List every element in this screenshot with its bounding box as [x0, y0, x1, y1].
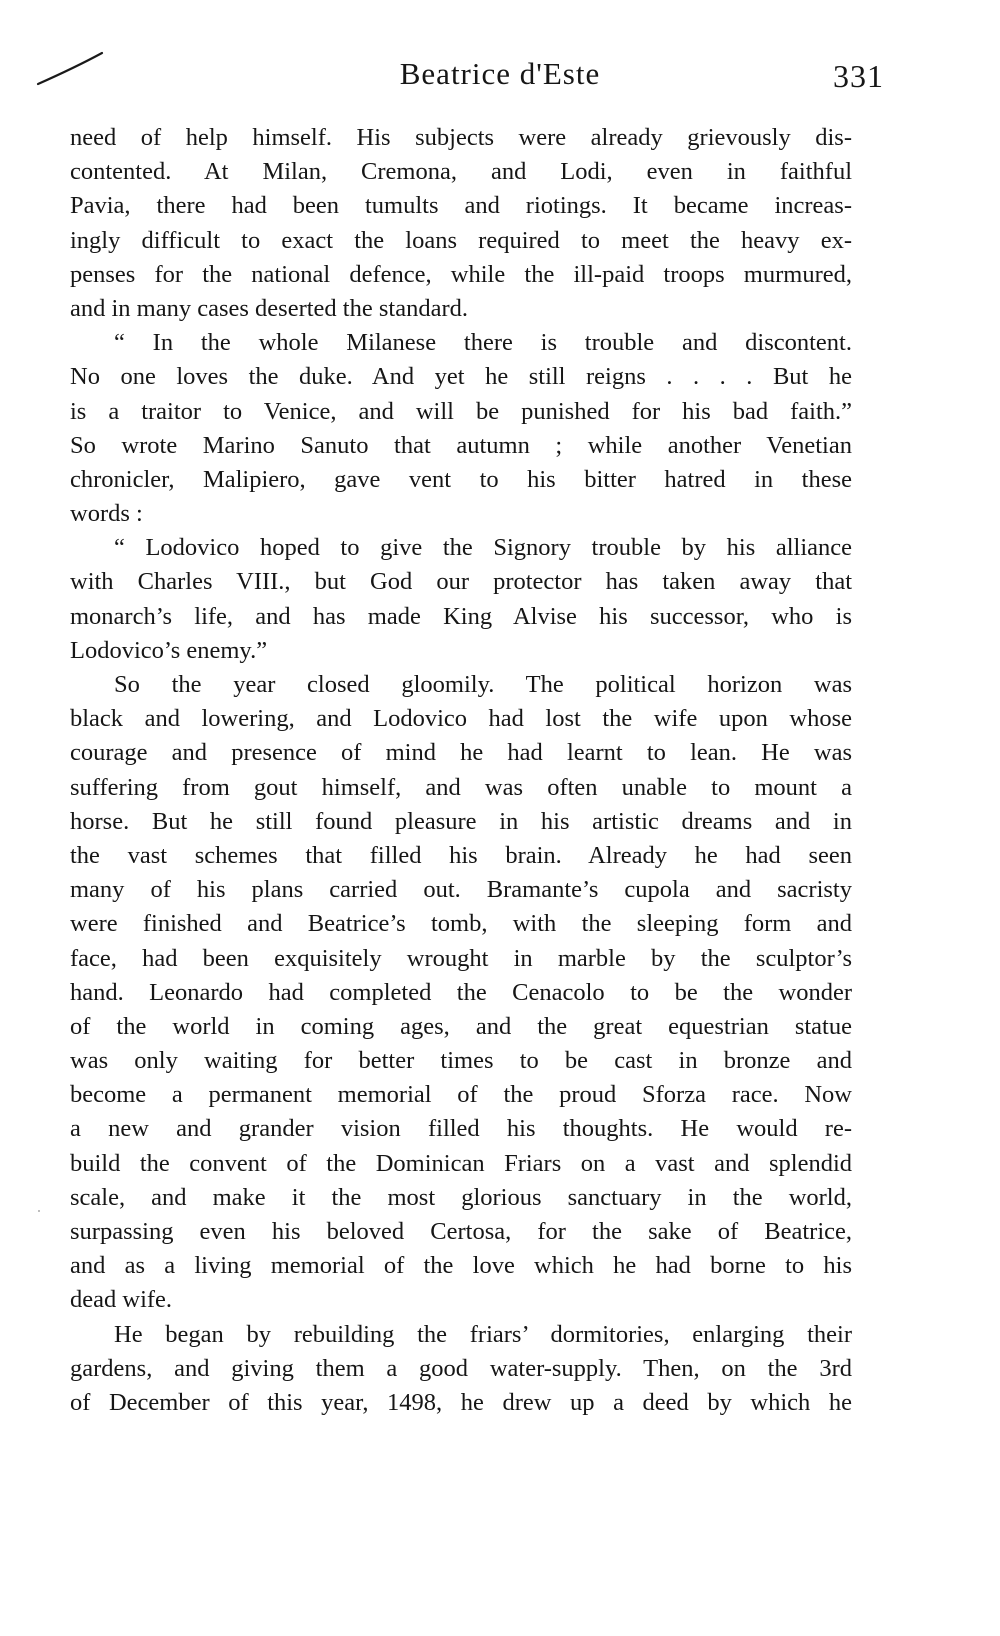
text-line: chronicler, Malipiero, gave vent to his bitter hatred in these	[70, 465, 852, 493]
text-line: courage and presence of mind he had learnt to lean. He was	[70, 739, 852, 767]
text-line: surpassing even his beloved Certosa, for the sake of Beatrice,	[70, 1218, 852, 1245]
text-line: suffering from gout himself, and was often unable to mount a	[70, 773, 852, 801]
text-line: horse. But he still found pleasure in his artistic dreams and in	[70, 807, 852, 835]
text-line: words :	[70, 500, 143, 528]
text-line: ingly difficult to exact the loans required to meet the heavy ex-	[70, 226, 852, 254]
page-header	[0, 52, 1000, 102]
text-line: and as a living memorial of the love which he had borne to his	[70, 1252, 852, 1280]
text-line: was only waiting for better times to be cast in bronze and	[70, 1047, 852, 1075]
text-line: So the year closed gloomily. The political horizon was	[114, 671, 852, 698]
text-line: contented. At Milan, Cremona, and Lodi, even in faithful	[70, 158, 852, 186]
text-line: Pavia, there had been tumults and riotings. It became increas-	[70, 192, 852, 220]
text-line: penses for the national defence, while the ill-paid troops murmured,	[70, 260, 852, 288]
text-line: scale, and make it the most glorious sanctuary in the world,	[70, 1183, 852, 1211]
text-line: So wrote Marino Sanuto that autumn ; while another Venetian	[70, 431, 852, 459]
text-line: hand. Leonardo had completed the Cenacolo to be the wonder	[70, 978, 852, 1006]
text-line: monarch’s life, and has made King Alvise his successor, who is	[70, 602, 852, 630]
text-line: “ Lodovico hoped to give the Signory trouble by his alliance	[114, 534, 852, 562]
running-title: Beatrice d'Este	[399, 56, 601, 91]
text-line: build the convent of the Dominican Friars on a vast and splendid	[70, 1149, 852, 1177]
text-line: black and lowering, and Lodovico had lost the wife upon whose	[70, 705, 852, 733]
text-line: Lodovico’s enemy.”	[70, 636, 268, 664]
text-line: of the world in coming ages, and the great equestrian statue	[70, 1012, 852, 1040]
text-line: of December of this year, 1498, he drew up a deed by which he	[70, 1388, 852, 1416]
text-line: were finished and Beatrice’s tomb, with the sleeping form and	[70, 910, 852, 938]
text-line: the vast schemes that filled his brain. Already he had seen	[70, 841, 852, 869]
text-line: become a permanent memorial of the proud Sforza race. Now	[70, 1081, 852, 1109]
text-line: gardens, and giving them a good water-supply. Then, on the 3rd	[70, 1354, 852, 1382]
margin-speck	[38, 1210, 40, 1212]
text-line: a new and grander vision filled his thoughts. He would re-	[70, 1115, 852, 1143]
text-line: “ In the whole Milanese there is trouble and discontent.	[114, 329, 852, 357]
text-line: dead wife.	[70, 1286, 173, 1314]
text-line: He began by rebuilding the friars’ dormitories, enlarging their	[114, 1320, 852, 1348]
text-line: No one loves the duke. And yet he still reigns . . . . But he	[70, 363, 852, 391]
text-line: face, had been exquisitely wrought in marble by the sculptor’s	[70, 944, 852, 972]
body-text	[70, 121, 852, 1420]
text-line: with Charles VIII., but God our protector has taken away that	[70, 568, 852, 596]
page-number: 331	[833, 58, 884, 94]
text-line: need of help himself. His subjects were already grievously dis-	[70, 124, 852, 151]
text-line: is a traitor to Venice, and will be punished for his bad faith.”	[70, 397, 852, 425]
text-line: many of his plans carried out. Bramante’s cupola and sacristy	[70, 876, 852, 904]
text-line: and in many cases deserted the standard.	[70, 294, 468, 322]
